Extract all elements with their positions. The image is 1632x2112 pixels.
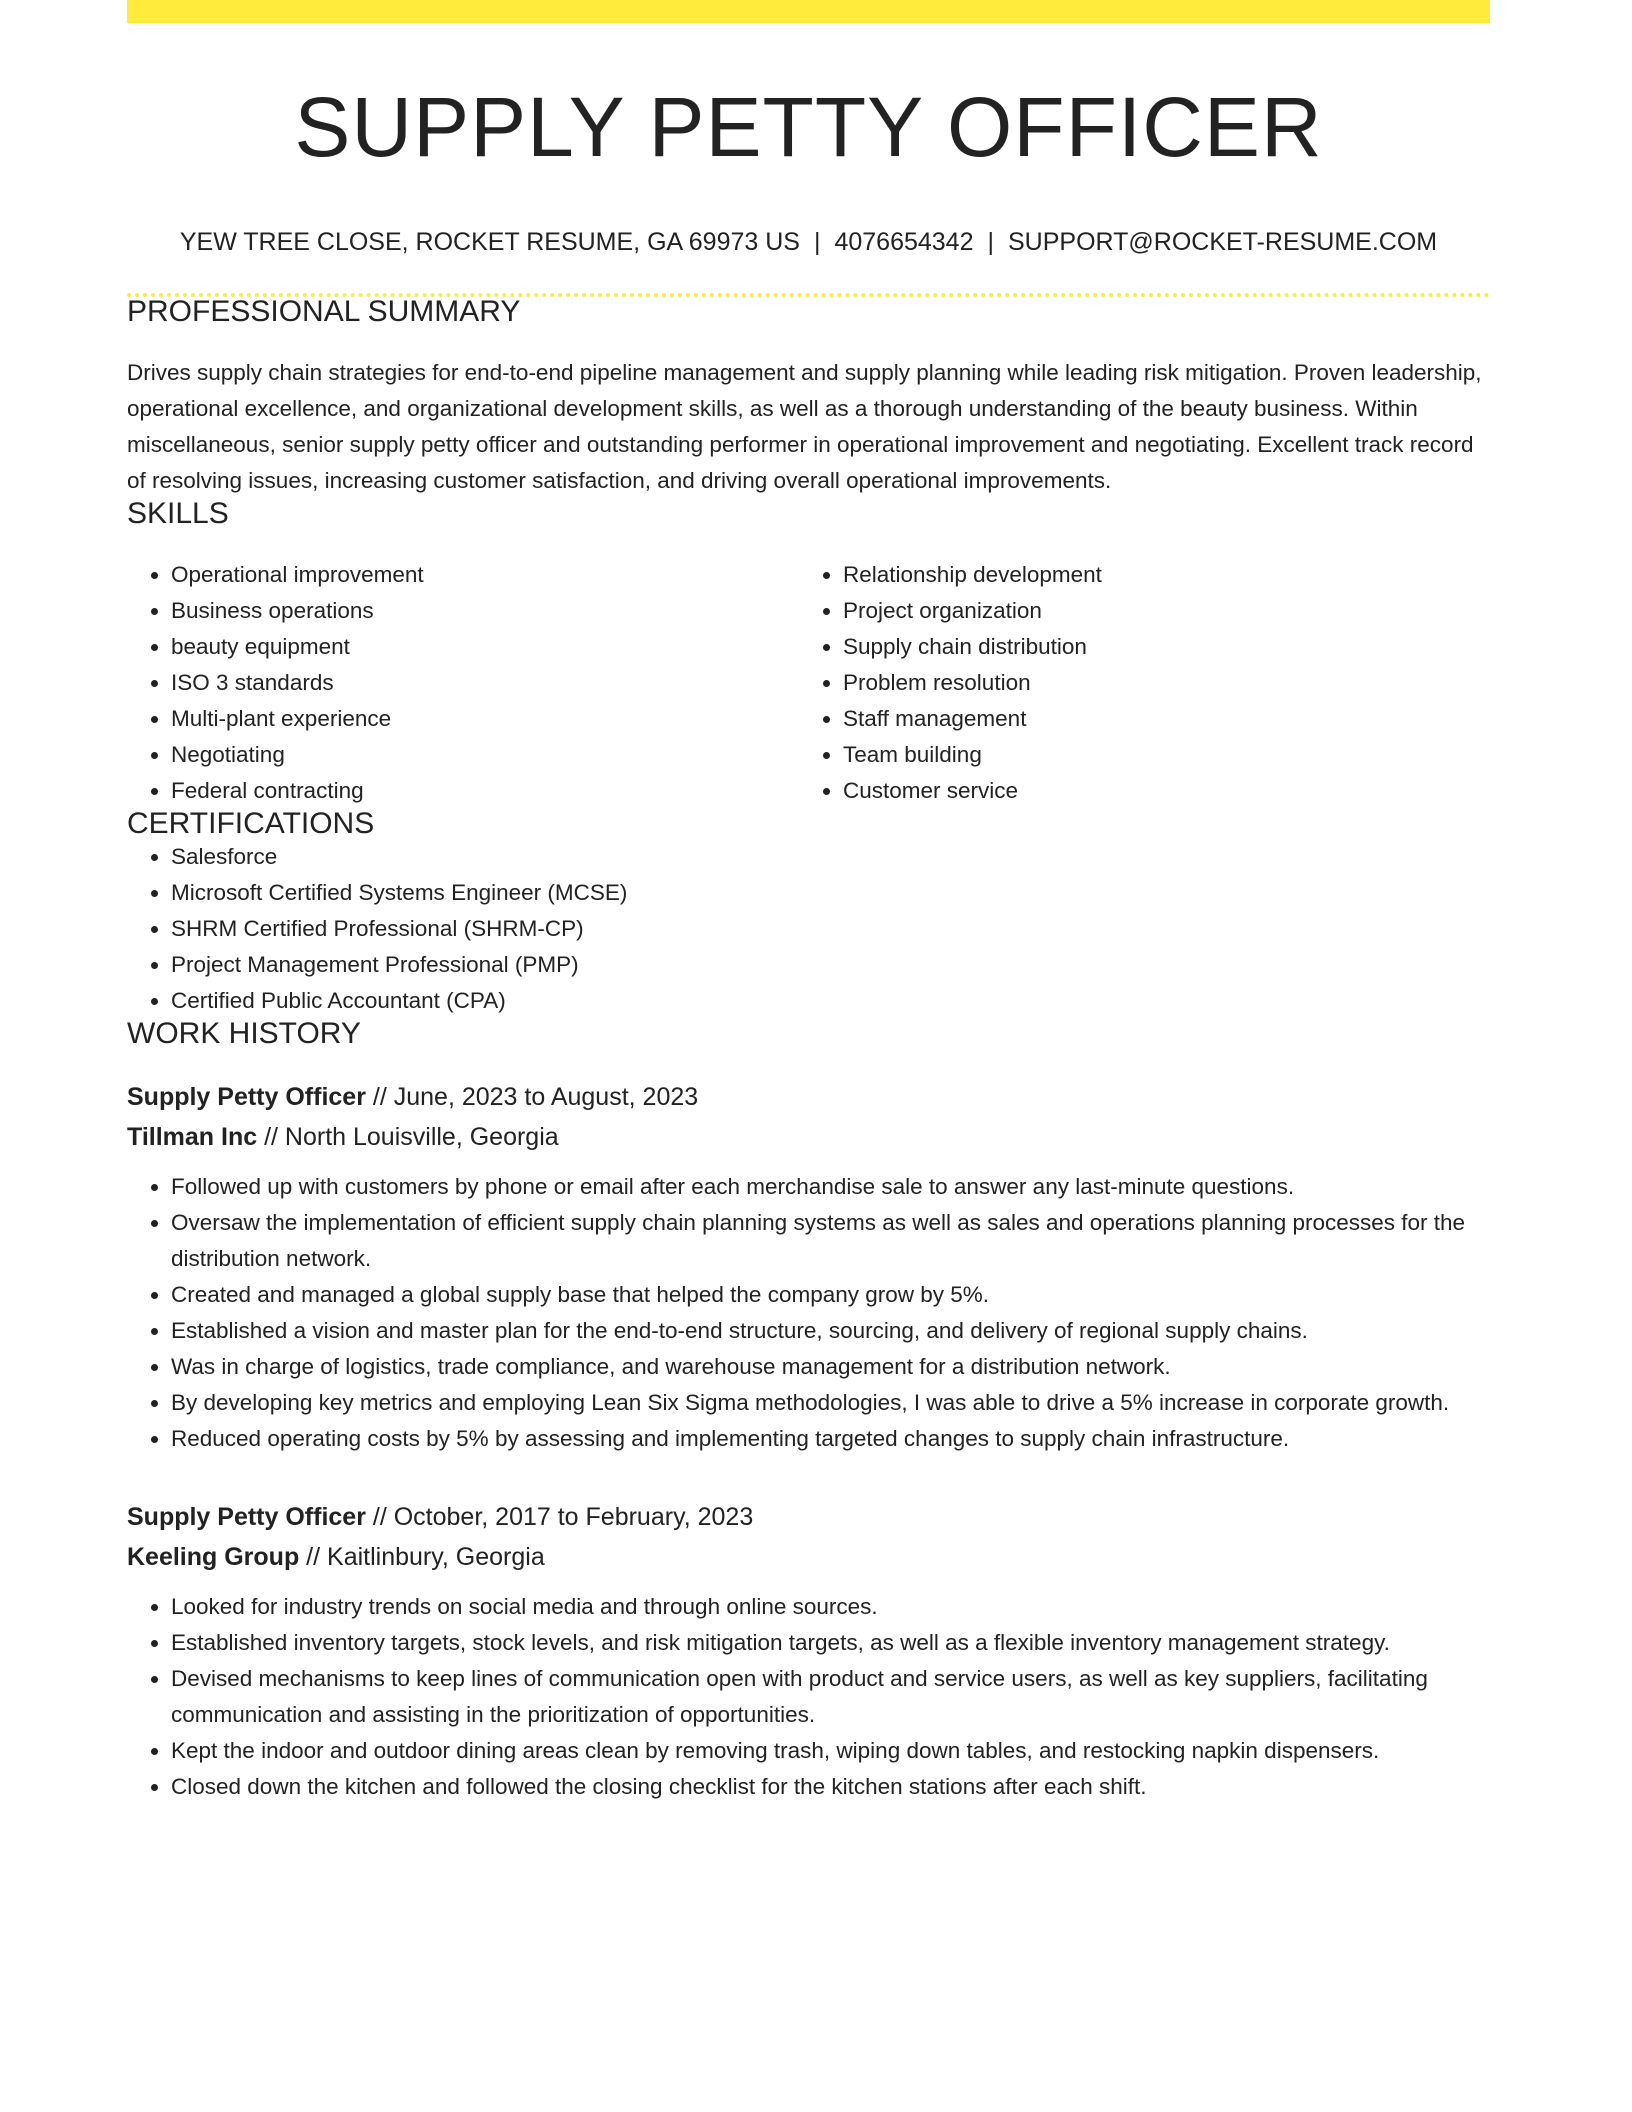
job-dates: // October, 2017 to February, 2023 — [365, 1503, 754, 1531]
contact-phone: 4076654342 — [834, 228, 974, 256]
contact-separator: | — [813, 228, 821, 256]
contact-line — [127, 230, 1490, 255]
skill-item: • Negotiating — [171, 737, 799, 773]
certifications-heading: CERTIFICATIONS — [127, 807, 375, 840]
job-company-line — [127, 1537, 1490, 1577]
skill-item: • Multi-plant experience — [171, 701, 799, 737]
job-bullet: • Oversaw the implementation of efficient supply chain planning systems as well as sales and operations planning processes for the distribution network. — [171, 1205, 1490, 1277]
skill-item: • Project organization — [843, 593, 1471, 629]
job-entry — [127, 1497, 1490, 1805]
work-history-heading: WORK HISTORY — [127, 1017, 361, 1050]
job-location: // North Louisville, Georgia — [257, 1123, 559, 1151]
skill-item: • Problem resolution — [843, 665, 1471, 701]
job-location: // Kaitlinbury, Georgia — [299, 1543, 545, 1571]
job-title-line — [127, 1497, 1490, 1537]
skills-heading: SKILLS — [127, 497, 229, 530]
job-bullet: • By developing key metrics and employing Lean Six Sigma methodologies, I was able to drive a 5% increase in corporate growth. — [171, 1385, 1490, 1421]
contact-address: YEW TREE CLOSE, ROCKET RESUME, GA 69973 US — [179, 228, 800, 256]
job-bullet: • Reduced operating costs by 5% by assessing and implementing targeted changes to supply chain infrastructure. — [171, 1421, 1490, 1457]
job-bullet: • Closed down the kitchen and followed the closing checklist for the kitchen stations after each shift. — [171, 1769, 1490, 1805]
candidate-name: SUPPLY PETTY OFFICER — [294, 80, 1323, 174]
job-company: Tillman Inc — [127, 1123, 258, 1151]
certification-item: • SHRM Certified Professional (SHRM-CP) — [171, 911, 1490, 947]
skill-item: • Operational improvement — [171, 557, 799, 593]
certification-item: • Certified Public Accountant (CPA) — [171, 983, 1490, 1019]
skill-item: • Staff management — [843, 701, 1471, 737]
contact-separator: | — [987, 228, 994, 256]
resume-page — [127, 0, 1490, 1805]
certification-item: • Salesforce — [171, 839, 1490, 875]
job-bullet: • Established a vision and master plan for the end-to-end structure, sourcing, and delivery of regional supply chains. — [171, 1313, 1490, 1349]
skills-column-left — [127, 557, 799, 809]
job-bullet: • Was in charge of logistics, trade compliance, and warehouse management for a distribution network. — [171, 1349, 1490, 1385]
certification-item: • Project Management Professional (PMP) — [171, 947, 1490, 983]
job-entry — [127, 1077, 1490, 1457]
job-title-line — [127, 1077, 1490, 1117]
summary-text: Drives supply chain strategies for end-to-end pipeline management and supply planning while leading risk mitigation. Proven leadership, operational excellence, and organizational development skills, as well as a thorough understanding of the beauty business. Within miscellaneous, senior supply petty officer and outstanding performer in operational improvement and negotiating. Excellent track record of resolving issues, increasing customer satisfaction, and driving overall operational improvements. — [127, 360, 1482, 493]
skill-item: • Customer service — [843, 773, 1471, 809]
job-bullet: • Established inventory targets, stock levels, and risk mitigation targets, as well as a flexible inventory management strategy. — [171, 1625, 1490, 1661]
job-role: Supply Petty Officer — [127, 1503, 366, 1531]
skill-item: • Relationship development — [843, 557, 1471, 593]
job-bullet: • Kept the indoor and outdoor dining areas clean by removing trash, wiping down tables, and restocking napkin dispensers. — [171, 1733, 1490, 1769]
summary-heading: PROFESSIONAL SUMMARY — [127, 295, 521, 328]
skill-item: • Supply chain distribution — [843, 629, 1471, 665]
job-role: Supply Petty Officer — [127, 1083, 366, 1111]
skill-item: • beauty equipment — [171, 629, 799, 665]
job-dates: // June, 2023 to August, 2023 — [365, 1083, 699, 1111]
certifications-list — [127, 839, 1490, 1019]
contact-email: SUPPORT@ROCKET-RESUME.COM — [1008, 228, 1438, 256]
job-bullet: • Followed up with customers by phone or email after each merchandise sale to answer any last-minute questions. — [171, 1169, 1490, 1205]
skills-list — [127, 557, 1490, 809]
job-company: Keeling Group — [127, 1543, 300, 1571]
skill-item: • Federal contracting — [171, 773, 799, 809]
job-bullet: • Looked for industry trends on social media and through online sources. — [171, 1589, 1490, 1625]
top-accent-bar — [127, 0, 1490, 23]
job-bullet: • Devised mechanisms to keep lines of communication open with product and service users, as well as key suppliers, facilitating communication and assisting in the prioritization of opportunities. — [171, 1661, 1490, 1733]
skill-item: • ISO 3 standards — [171, 665, 799, 701]
skills-column-right — [799, 557, 1471, 809]
job-bullet: • Created and managed a global supply base that helped the company grow by 5%. — [171, 1277, 1490, 1313]
certification-item: • Microsoft Certified Systems Engineer (MCSE) — [171, 875, 1490, 911]
job-bullets — [127, 1169, 1490, 1457]
job-company-line — [127, 1117, 1490, 1157]
job-bullets — [127, 1589, 1490, 1805]
skill-item: • Team building — [843, 737, 1471, 773]
skill-item: • Business operations — [171, 593, 799, 629]
